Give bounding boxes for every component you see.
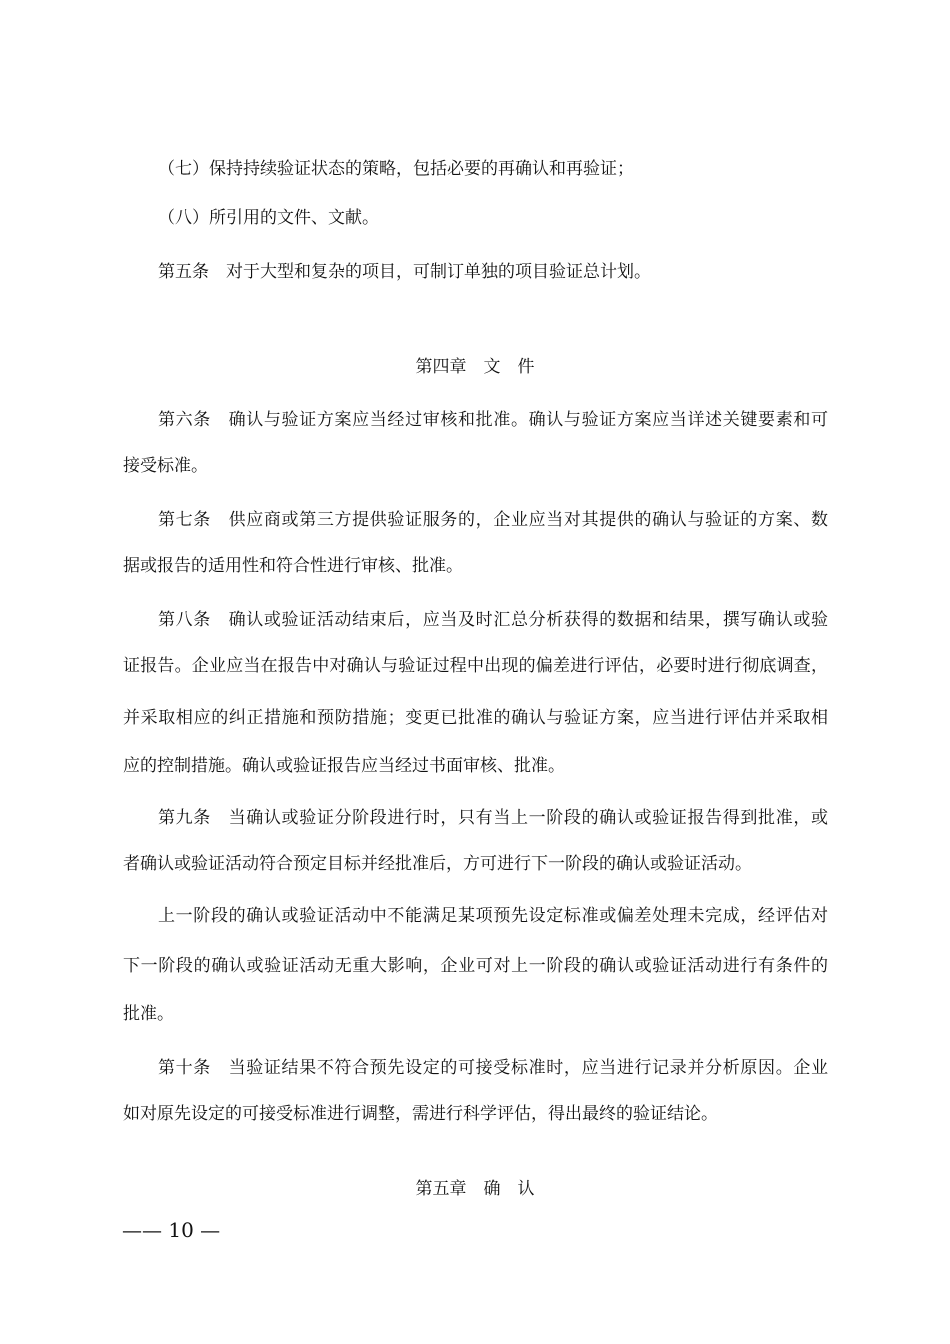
article-9-paragraph-2-line-1: 上一阶段的确认或验证活动中不能满足某项预先设定标准或偏差处理未完成，经评估对 xyxy=(158,906,828,926)
chapter-5-heading: 第五章 确 认 xyxy=(415,1179,535,1199)
article-7-line-2: 据或报告的适用性和符合性进行审核、批准。 xyxy=(123,556,463,576)
page-number: —— 10 — xyxy=(122,1218,221,1242)
article-7-line-1: 第七条 供应商或第三方提供验证服务的，企业应当对其提供的确认与验证的方案、数 xyxy=(158,510,828,530)
article-6-line-1: 第六条 确认与验证方案应当经过审核和批准。确认与验证方案应当详述关键要素和可 xyxy=(158,410,828,430)
article-8-line-4: 应的控制措施。确认或验证报告应当经过书面审核、批准。 xyxy=(123,756,565,776)
article-6-line-2: 接受标准。 xyxy=(123,456,208,476)
article-10-line-2: 如对原先设定的可接受标准进行调整，需进行科学评估，得出最终的验证结论。 xyxy=(123,1104,718,1124)
article-9-paragraph-2-line-3: 批准。 xyxy=(123,1004,174,1024)
article-8-line-1: 第八条 确认或验证活动结束后，应当及时汇总分析获得的数据和结果，撰写确认或验 xyxy=(158,610,828,630)
article-9-line-2: 者确认或验证活动符合预定目标并经批准后，方可进行下一阶段的确认或验证活动。 xyxy=(123,854,752,874)
chapter-4-heading: 第四章 文 件 xyxy=(415,357,535,377)
paragraph-item-7: （七）保持持续验证状态的策略，包括必要的再确认和再验证； xyxy=(158,159,634,179)
article-10-line-1: 第十条 当验证结果不符合预先设定的可接受标准时，应当进行记录并分析原因。企业 xyxy=(158,1058,828,1078)
article-5: 第五条 对于大型和复杂的项目，可制订单独的项目验证总计划。 xyxy=(158,262,651,282)
article-8-line-3: 并采取相应的纠正措施和预防措施；变更已批准的确认与验证方案，应当进行评估并采取相 xyxy=(123,708,828,728)
paragraph-item-8: （八）所引用的文件、文献。 xyxy=(158,208,379,228)
article-8-line-2: 证报告。企业应当在报告中对确认与验证过程中出现的偏差进行评估，必要时进行彻底调查， xyxy=(123,656,828,676)
article-9-paragraph-2-line-2: 下一阶段的确认或验证活动无重大影响，企业可对上一阶段的确认或验证活动进行有条件的 xyxy=(123,956,828,976)
article-9-line-1: 第九条 当确认或验证分阶段进行时，只有当上一阶段的确认或验证报告得到批准，或 xyxy=(158,808,828,828)
